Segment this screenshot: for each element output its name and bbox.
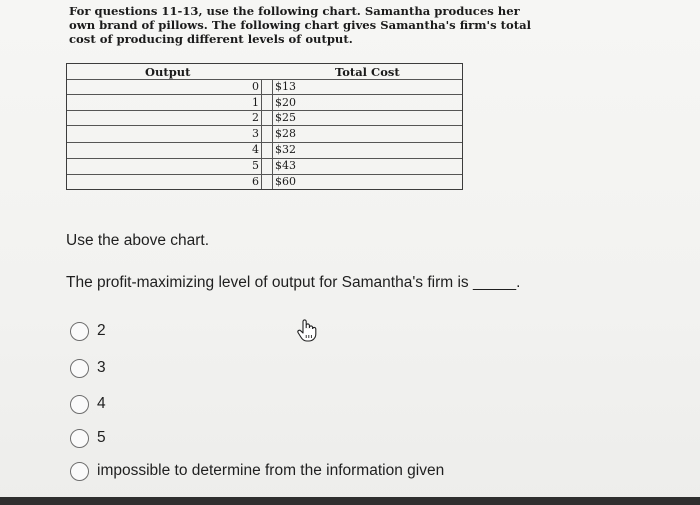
answer-option-3[interactable] [70,357,106,379]
table-rule [272,80,273,189]
cost-cell: $28 [275,127,296,140]
header-output: Output [145,65,191,79]
hand-pointer-icon [294,317,320,343]
table-rule [67,174,462,175]
option-label: 2 [97,322,106,339]
answer-option-2[interactable] [70,320,106,342]
output-cell: 3 [252,127,259,140]
table-rule [67,142,462,143]
cost-cell: $43 [275,159,296,172]
output-cell: 0 [252,80,259,93]
question-intro [69,4,532,46]
cost-cell: $25 [275,111,296,124]
answer-option-4[interactable] [70,393,106,415]
radio-button[interactable] [70,322,89,341]
radio-button[interactable] [70,462,89,481]
question-prompt: The profit-maximizing level of output for Samantha's firm is _____. [66,274,521,291]
table-rule [67,79,462,80]
answer-option-impossible[interactable] [70,460,444,482]
output-cell: 2 [252,111,259,124]
total-cost-table [66,63,463,190]
output-cell: 5 [252,159,259,172]
table-rule [67,125,462,126]
cost-cell: $32 [275,143,296,156]
option-label: 3 [97,359,106,376]
radio-button[interactable] [70,395,89,414]
table-rule [67,110,462,111]
cost-cell: $60 [275,175,296,188]
cost-cell: $13 [275,80,296,93]
output-cell: 1 [252,96,259,109]
output-cell: 6 [252,175,259,188]
radio-button[interactable] [70,359,89,378]
option-label: impossible to determine from the information given [97,462,445,479]
screen-bottom-edge [0,497,700,505]
option-label: 4 [97,395,106,412]
header-total-cost: Total Cost [335,65,400,79]
output-cell: 4 [252,143,259,156]
option-label: 5 [97,429,106,446]
table-rule [67,94,462,95]
table-rule [67,158,462,159]
cost-cell: $20 [275,96,296,109]
intro-line-3: cost of producing different levels of output. [69,32,353,46]
table-rule [261,80,262,189]
intro-line-1: For questions 11-13, use the following chart. Samantha produces her [69,4,520,18]
intro-line-2: own brand of pillows. The following chart gives Samantha's firm's total [69,18,532,32]
radio-button[interactable] [70,429,89,448]
answer-option-5[interactable] [70,427,106,449]
use-chart-text: Use the above chart. [66,232,210,249]
